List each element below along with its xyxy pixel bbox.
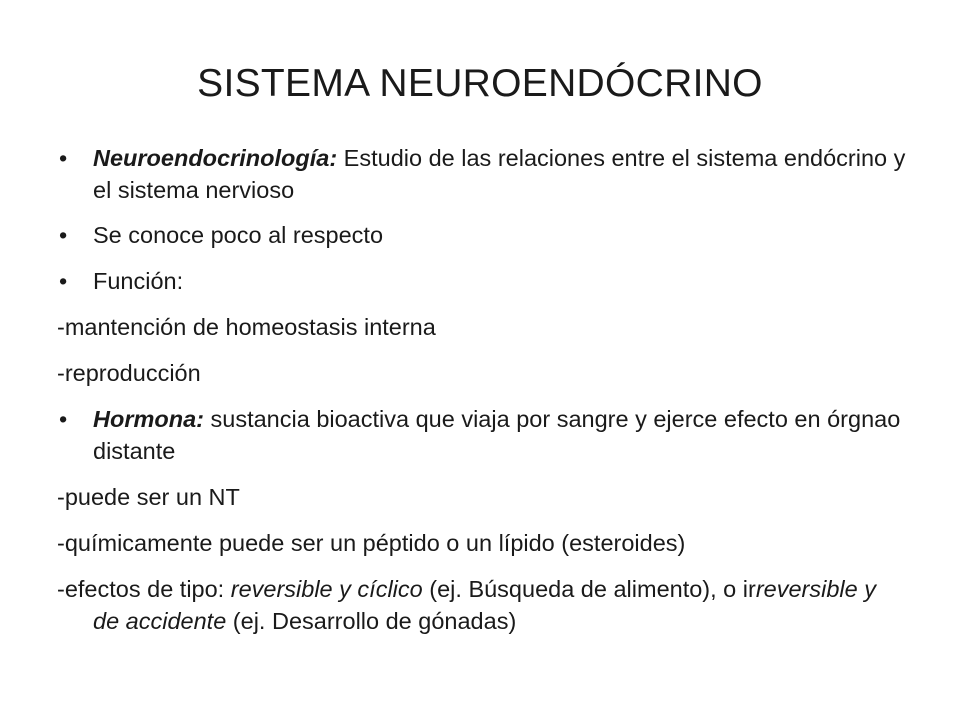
bullet-text: Función: bbox=[93, 268, 184, 294]
bullet-item-funcion bbox=[57, 265, 907, 297]
dash-text-part: (ej. Búsqueda de alimento), o ir bbox=[422, 576, 756, 602]
dash-text-part: (ej. Desarrollo de gónadas) bbox=[226, 608, 517, 634]
dash-item-reproduccion bbox=[57, 357, 907, 389]
bullet-icon: • bbox=[59, 222, 68, 248]
slide-title: SISTEMA NEUROENDÓCRINO bbox=[197, 62, 763, 105]
bullet-icon: • bbox=[59, 145, 68, 171]
definition-neuroendocrinologia: Estudio de las relaciones entre el sistema endócrino y el sistema nervioso bbox=[93, 145, 906, 203]
term-hormona: Hormona: bbox=[93, 406, 204, 432]
dash-text: -químicamente puede ser un péptido o un lípido (esteroides) bbox=[57, 530, 686, 556]
dash-text-italic: reversible y de accidente bbox=[93, 576, 876, 634]
dash-text: -mantención de homeostasis interna bbox=[57, 314, 436, 340]
bullet-icon: • bbox=[59, 406, 68, 432]
dash-text-part: -efectos de tipo: bbox=[57, 576, 231, 602]
term-neuroendocrinologia: Neuroendocrinología: bbox=[93, 145, 338, 171]
bullet-icon: • bbox=[59, 268, 68, 294]
bullet-item-neuroendocrinologia bbox=[57, 142, 907, 206]
definition-hormona: sustancia bioactiva que viaja por sangre y ejerce efecto en órgnao distante bbox=[93, 406, 901, 464]
dash-text-italic: reversible y cíclico bbox=[230, 576, 423, 602]
dash-item-homeostasis bbox=[57, 311, 907, 343]
slide-content bbox=[57, 142, 907, 637]
dash-item-quimicamente bbox=[57, 527, 907, 559]
dash-item-efectos bbox=[57, 573, 907, 637]
dash-item-nt bbox=[57, 481, 907, 513]
dash-text: -reproducción bbox=[57, 360, 201, 386]
dash-text: -puede ser un NT bbox=[57, 484, 240, 510]
bullet-text: Se conoce poco al respecto bbox=[93, 222, 384, 248]
bullet-item-se-conoce bbox=[57, 219, 907, 251]
bullet-item-hormona bbox=[57, 403, 907, 467]
